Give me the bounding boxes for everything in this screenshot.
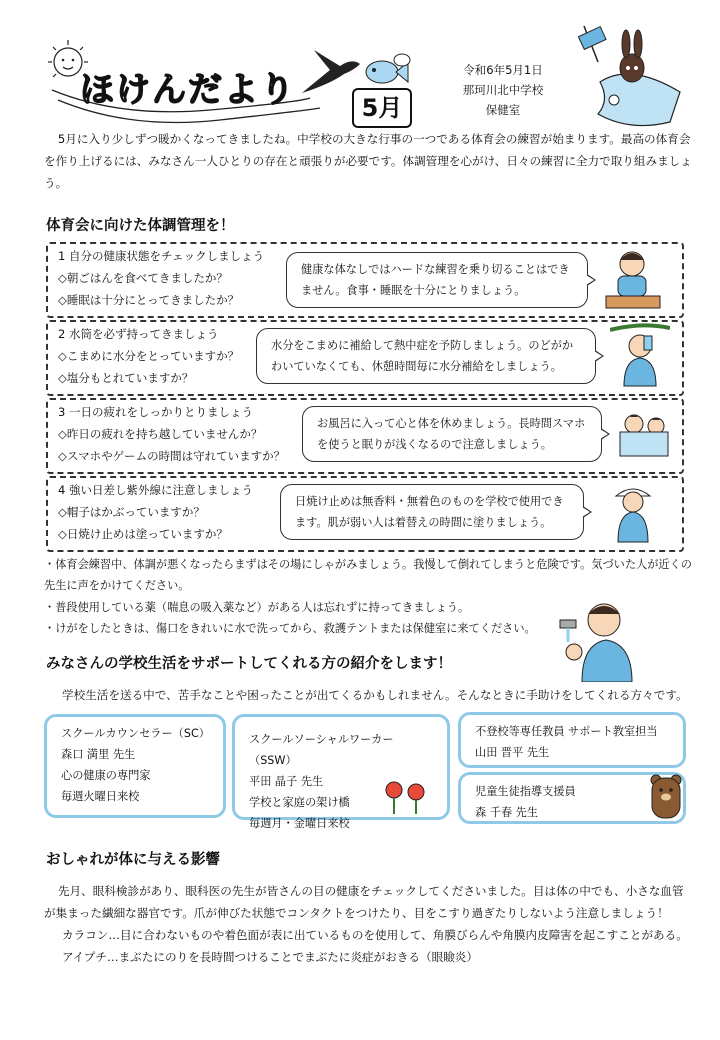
section1-title: 体育会に向けた体調管理を！: [46, 218, 235, 234]
sun-icon: [54, 48, 82, 76]
month-badge: 5月: [352, 88, 412, 128]
item-heading: 2 水筒を必ず持ってきましょう: [58, 327, 219, 341]
supporter-name: 平田 晶子 先生: [249, 775, 324, 788]
note-item: ・けがをしたときは、傷口をきれいに水で洗ってから、救護テントまたは保健室に来てください。: [44, 622, 536, 635]
advice-bubble: 水分をこまめに補給して熱中症を予防しましょう。のどがかわいていなくても、休憩時間毎に水分補給をしましょう。: [256, 328, 596, 384]
girl-with-hat-icon: [606, 480, 660, 544]
supporter-name: 山田 晋平 先生: [475, 746, 550, 759]
fish-icon: [360, 50, 420, 90]
item-question: ◇スマホやゲームの時間は守れていますか？: [58, 449, 286, 463]
advice-bubble: お風呂に入って心と体を休めましょう。長時間スマホを使うと眠りが浅くなるので注意しましょう。: [302, 406, 602, 462]
boy-eating-icon: [604, 246, 662, 310]
colored-contacts-note: カラコン…目に合わないものや着色面が表に出ているものを使用して、角膜びらんや角膜内皮障害を起こすことがある。: [62, 928, 688, 942]
item-question: ◇こまめに水分をとっていますか？: [58, 349, 240, 363]
supporter-card-teacher: [458, 712, 686, 768]
bear-icon: [648, 772, 684, 820]
item-question: ◇塩分もとれていますか？: [58, 371, 194, 385]
supporter-role: 不登校等専任教員 サポート教室担当: [475, 725, 658, 738]
boy-drinking-icon: [610, 322, 670, 388]
item-heading: 1 自分の健康状態をチェックしましょう: [58, 249, 265, 263]
note-item: ・体育会練習中、体調が悪くなったらまずはその場にしゃがみましょう。我慢して倒れてしまうと危険です。気づいた人が近くの先生に声をかけてください。: [44, 558, 692, 592]
supporter-day: 毎週火曜日来校: [61, 790, 140, 803]
item-question: ◇朝ごはんを食べてきましたか？: [58, 271, 228, 285]
section3-title: おしゃれが体に与える影響: [46, 852, 220, 868]
supporter-name: 森口 満里 先生: [61, 748, 136, 761]
item-question: ◇日焼け止めは塗っていますか？: [58, 527, 228, 541]
section2-intro: 学校生活を送る中で、苦手なことや困ったことが出てくるかもしれません。そんなときに手助けをしてくれる方々です。: [62, 688, 688, 702]
intro-paragraph: 5月に入り少しずつ暖かくなってきましたね。中学校の大きな行事の一つである体育会の練習が始まります。最高の体育会を作り上げるには、みなさん一人ひとりの存在と頑張りが必要です。体調管理を心がけ、日々の練習に全力で取り組みましょう。: [44, 132, 692, 190]
supporter-name: 森 千春 先生: [475, 806, 539, 819]
item-question: ◇帽子はかぶっていますか？: [58, 505, 205, 519]
section3-paragraph: 先月、眼科検診があり、眼科医の先生が皆さんの目の健康をチェックしてくださいました。目は体の中でも、小さな血管が集まった繊細な器官です。爪が伸びた状態でコンタクトをつけたり、目をこすり過ぎたりしないよう注意しましょう！: [44, 884, 684, 920]
header-info: [448, 60, 558, 120]
eyelid-glue-note: アイプチ…まぶたにのりを長時間つけることでまぶたに炎症がおきる（眼瞼炎）: [62, 950, 478, 964]
item-question: ◇睡眠は十分にとってきましたか？: [58, 293, 240, 307]
supporter-desc: 学校と家庭の架け橋: [249, 796, 350, 809]
item-heading: 3 一日の疲れをしっかりとりましょう: [58, 405, 253, 419]
handwashing-boy-icon: [556, 596, 638, 682]
supporter-desc: 心の健康の専門家: [61, 769, 151, 782]
bath-icon: [616, 404, 672, 460]
supporter-day: 毎週月・金曜日来校: [249, 817, 350, 830]
advice-bubble: 日焼け止めは無香料・無着色のものを学校で使用できます。肌が弱い人は着替えの時間に塗りましょう。: [280, 484, 584, 540]
advice-bubble: 健康な体なしではハードな練習を乗り切ることはできません。食事・睡眠を十分にとりましょう。: [286, 252, 588, 308]
note-item: ・普段使用している薬（喘息の吸入薬など）がある人は忘れずに持ってきましょう。: [44, 601, 470, 614]
issue-date: 令和6年5月1日: [463, 63, 543, 77]
flowers-icon: [382, 780, 428, 814]
supporter-role: スクールソーシャルワーカー（SSW）: [249, 733, 394, 767]
item-heading: 4 強い日差し紫外線に注意しましょう: [58, 483, 253, 497]
supporter-role: 児童生徒指導支援員: [475, 785, 576, 798]
section2-title: みなさんの学校生活をサポートしてくれる方の紹介をします！: [46, 656, 452, 672]
school-name: 那珂川北中学校: [462, 83, 544, 97]
item-question: ◇昨日の疲れを持ち越していませんか？: [58, 427, 263, 441]
newsletter-title: ほけんだより: [80, 70, 296, 110]
koinobori-rabbit-illustration: [570, 22, 690, 134]
supporter-card-sc: [44, 714, 226, 818]
supporter-role: スクールカウンセラー（SC）: [61, 727, 210, 740]
office-name: 保健室: [485, 103, 521, 117]
